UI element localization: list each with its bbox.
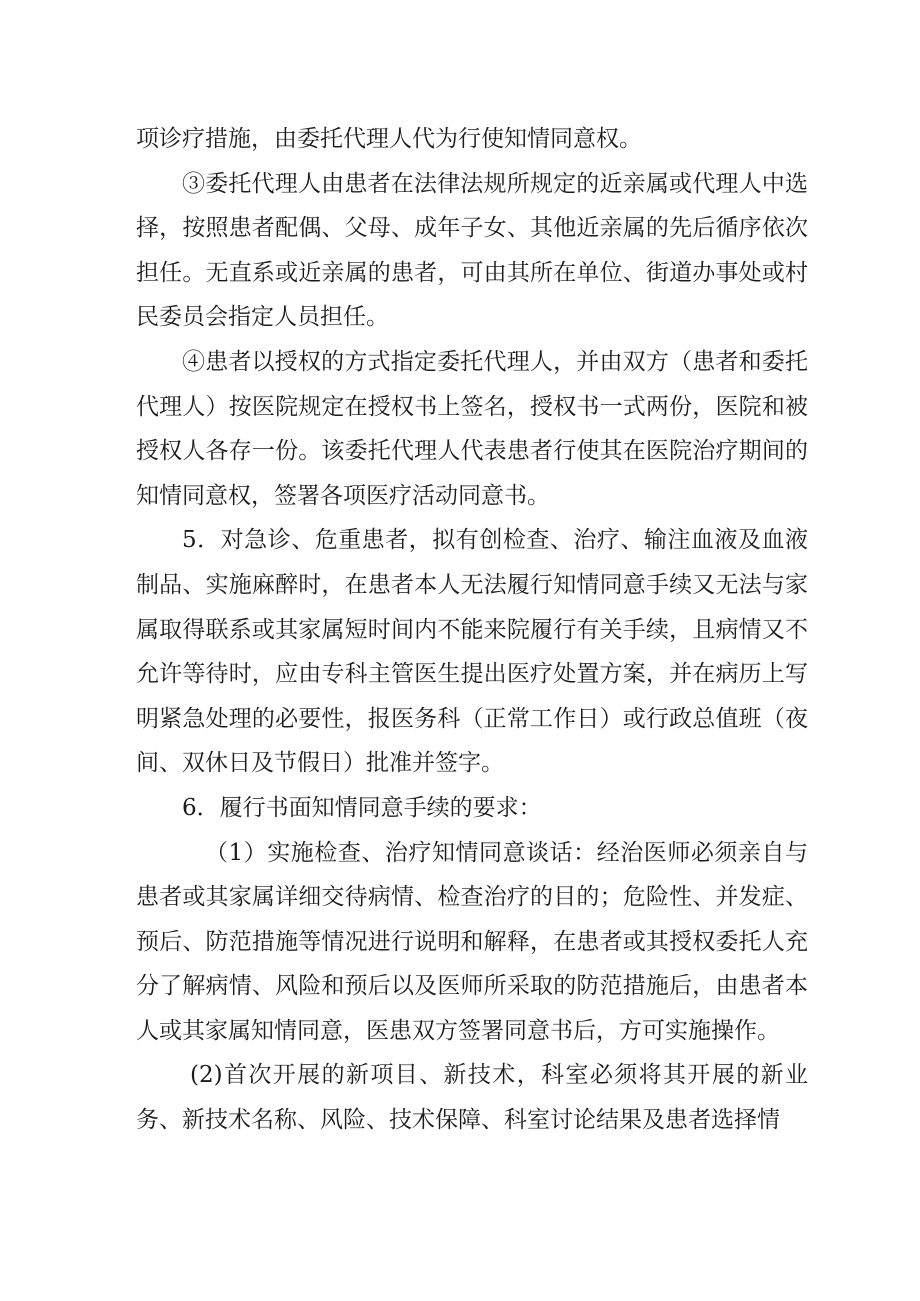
paragraph-6: （1）实施检查、治疗知情同意谈话：经治医师必须亲自与患者或其家属详细交待病情、检查治疗的目的；危险性、并发症、预后、防范措施等情况进行说明和解释，在患者或其授权委托人充分了解病情、风险和预后以及医师所采取的防范措施后，由患者本人或其家属知情同意，医患双方签署同意书后，方可实施操作。 [136,839,808,1044]
document-body [136,117,808,1143]
paragraph-5: 6．履行书面知情同意手续的要求： [182,794,542,821]
paragraph-1: 项诊疗措施，由委托代理人代为行使知情同意权。 [136,126,642,152]
paragraph-7: (2)首次开展的新项目、新技术，科室必须将其开展的新业务、新技术名称、风险、技术保障、科室讨论结果及患者选择情 [136,1062,808,1134]
paragraph-2: ③委托代理人由患者在法律法规所规定的近亲属或代理人中选择，按照患者配偶、父母、成年子女、其他近亲属的先后循序依次担任。无直系或近亲属的患者，可由其所在单位、街道办事处或村民委员会指定人员担任。 [136,170,808,331]
paragraph-4: 5．对急诊、危重患者，拟有创检查、治疗、输注血液及血液制品、实施麻醉时，在患者本人无法履行知情同意手续又无法与家属取得联系或其家属短时间内不能来院履行有关手续，且病情又不允许等待时，应由专科主管医生提出医疗处置方案，并在病历上写明紧急处理的必要性，报医务科（正常工作日）或行政总值班（夜间、双休日及节假日）批准并签字。 [136,527,808,777]
paragraph-3: ④患者以授权的方式指定委托代理人，并由双方（患者和委托代理人）按医院规定在授权书上签名，授权书一式两份，医院和被授权人各存一份。该委托代理人代表患者行使其在医院治疗期间的知情同意权，签署各项医疗活动同意书。 [136,348,808,509]
